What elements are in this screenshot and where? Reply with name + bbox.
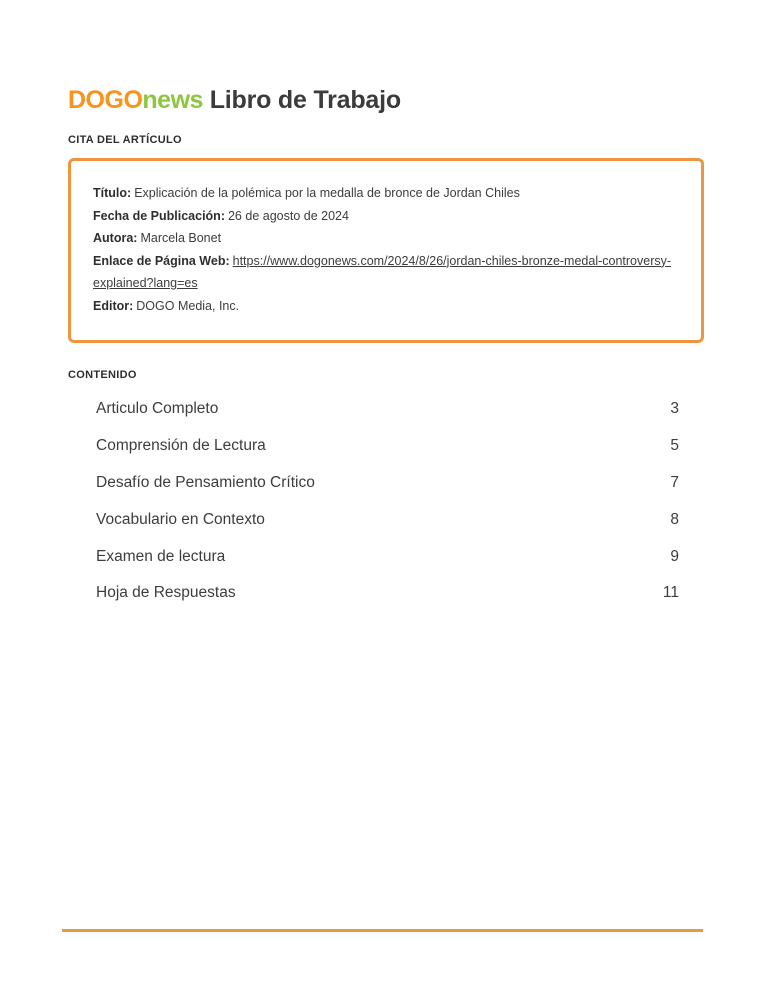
logo-dogo-text: DOGO	[68, 86, 143, 114]
toc-item-reading-comprehension	[68, 428, 704, 465]
citation-field-author	[93, 227, 679, 250]
toc-item-label: Vocabulario en Contexto	[96, 510, 265, 528]
contents-section-label: CONTENIDO	[68, 369, 137, 381]
citation-field-publisher-label: Editor:	[93, 298, 134, 313]
citation-field-publisher-value: DOGO Media, Inc.	[136, 298, 240, 313]
citation-field-date-value: 26 de agosto de 2024	[227, 208, 349, 223]
citation-section-label: CITA DEL ARTÍCULO	[68, 134, 182, 146]
toc-item-vocabulary	[68, 501, 704, 538]
citation-box	[68, 158, 704, 343]
citation-field-weblink-label: Enlace de Página Web:	[93, 253, 230, 268]
toc-item-critical-thinking	[68, 465, 704, 502]
toc-item-label: Desafío de Pensamiento Crítico	[96, 473, 315, 491]
toc-item-page: 9	[670, 547, 679, 565]
citation-field-date-label: Fecha de Publicación:	[93, 208, 225, 223]
toc-item-page: 7	[670, 473, 679, 491]
toc-item-full-article	[68, 391, 704, 428]
toc-item-label: Comprensión de Lectura	[96, 437, 266, 455]
page-title	[68, 86, 704, 115]
toc-item-reading-quiz	[68, 538, 704, 575]
toc-item-label: Examen de lectura	[96, 547, 226, 565]
toc-item-answer-sheet	[68, 575, 704, 612]
article-link[interactable]: https://www.dogonews.com/2024/8/26/jordan-chiles-bronze-medal-controversy-explained?lang=es	[93, 253, 672, 291]
citation-field-author-value: Marcela Bonet	[140, 231, 222, 246]
citation-field-author-label: Autora:	[93, 231, 138, 246]
toc-item-page: 8	[670, 510, 679, 528]
footer-divider	[62, 929, 703, 932]
workbook-title: Libro de Trabajo	[209, 86, 401, 114]
toc-item-page: 3	[670, 400, 679, 418]
citation-field-title	[93, 182, 679, 205]
toc-item-label: Hoja de Respuestas	[96, 584, 236, 602]
citation-field-publisher	[93, 295, 679, 318]
citation-field-title-label: Título:	[93, 186, 132, 200]
logo-news-text: news	[142, 86, 203, 114]
citation-field-date	[93, 205, 679, 228]
table-of-contents	[68, 391, 704, 612]
toc-item-page: 11	[662, 584, 679, 602]
citation-field-weblink	[93, 250, 679, 295]
toc-item-label: Articulo Completo	[96, 400, 219, 418]
dogonews-logo	[68, 86, 203, 114]
citation-field-title-value: Explicación de la polémica por la medalla de bronce de Jordan Chiles	[134, 186, 520, 200]
toc-item-page: 5	[670, 437, 679, 455]
